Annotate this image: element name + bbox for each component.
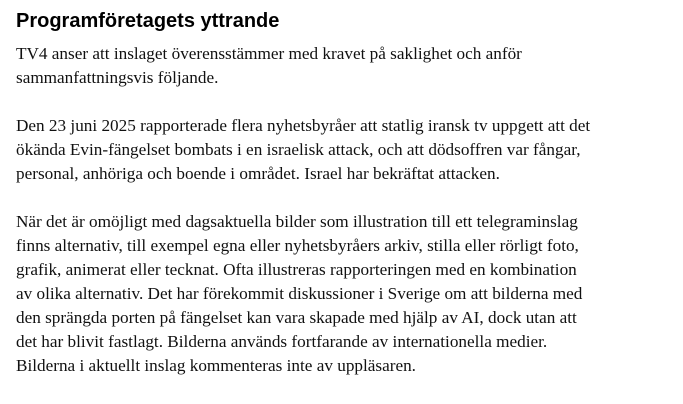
text-line: Bilderna i aktuellt inslag kommenteras inte av uppläsaren.: [16, 356, 416, 375]
text-line: personal, anhöriga och boende i området. Israel har bekräftat attacken.: [16, 164, 500, 183]
paragraph-report: [16, 114, 676, 186]
text-line: Den 23 juni 2025 rapporterade flera nyhetsbyråer att statlig iransk tv uppgett att det: [16, 116, 591, 135]
text-line: grafik, animerat eller tecknat. Ofta illustreras rapporteringen med en kombination: [16, 260, 577, 279]
text-line: TV4 anser att inslaget överensstämmer med kravet på saklighet och anför: [16, 44, 522, 63]
text-line: det har blivit fastlagt. Bilderna används fortfarande av internationella medier.: [16, 332, 548, 351]
text-line: den sprängda porten på fängelset kan vara skapade med hjälp av AI, dock utan att: [16, 308, 577, 327]
paragraph-intro: [16, 42, 676, 90]
section-heading: Programföretagets yttrande: [16, 10, 280, 32]
document-page: [16, 8, 676, 378]
text-line: ökända Evin-fängelset bombats i en israelisk attack, och att dödsoffren var fångar,: [16, 140, 581, 159]
text-line: av olika alternativ. Det har förekommit diskussioner i Sverige om att bilderna med: [16, 284, 583, 303]
text-line: finns alternativ, till exempel egna eller nyhetsbyråers arkiv, stilla eller rörligt foto,: [16, 236, 579, 255]
paragraph-images: [16, 210, 676, 378]
text-line: sammanfattningsvis följande.: [16, 68, 219, 87]
text-line: När det är omöjligt med dagsaktuella bilder som illustration till ett telegraminslag: [16, 212, 578, 231]
